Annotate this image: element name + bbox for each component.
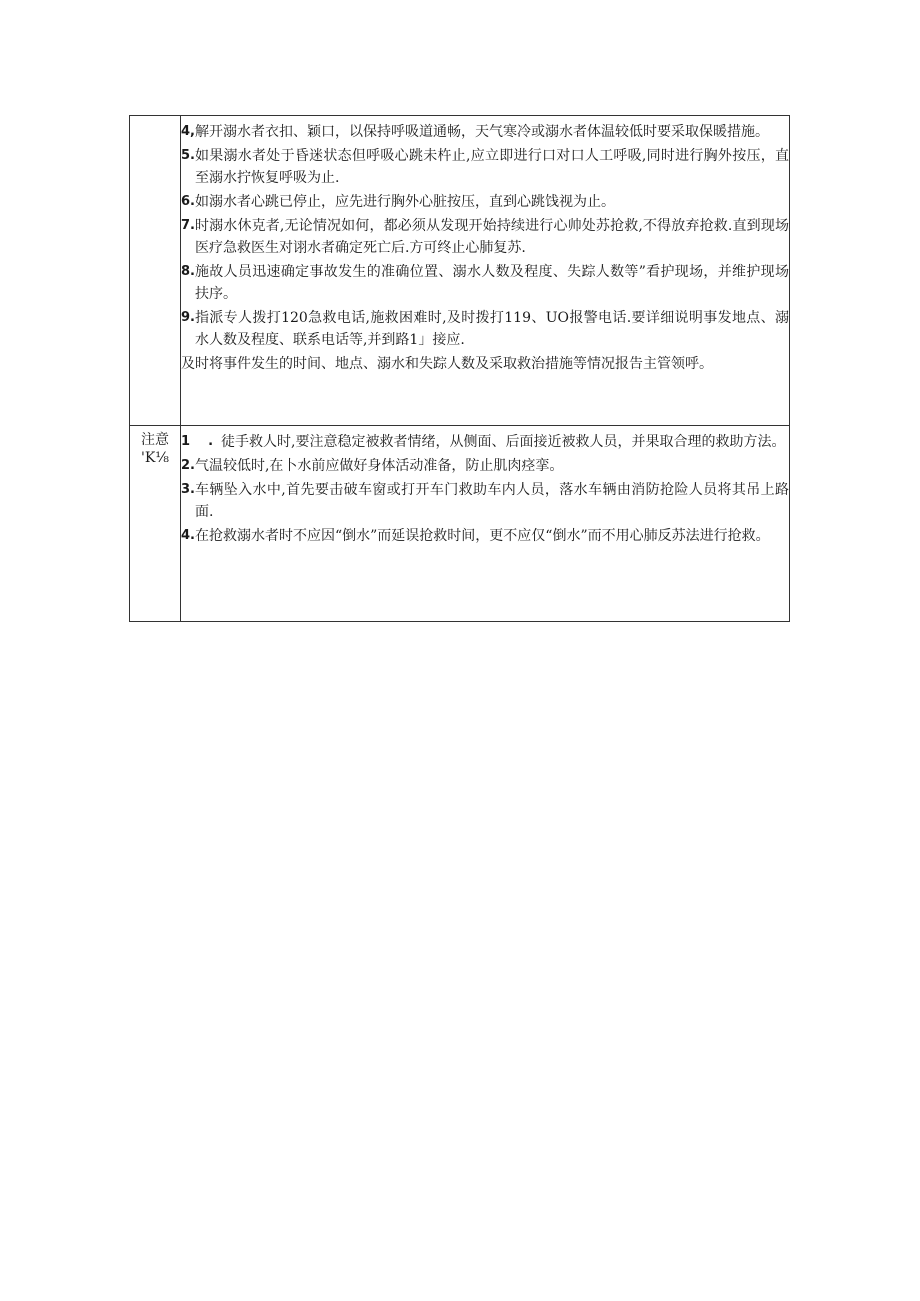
item-number: 2. — [181, 458, 195, 473]
closing-line: 及时将事件发生的时间、地点、溺水和失踪人数及采取救治措施等情况报告主管领呼。 — [181, 356, 713, 372]
note-item — [181, 455, 789, 477]
measure-item — [181, 261, 789, 305]
item-text: 如果溺水者处于昏迷状态但呼吸心跳未杵止,应立即进行口对口人工呼吸,同时进行胸外按压，直至溺水拧恢复呼吸为止. — [194, 148, 789, 186]
measures-content-cell — [181, 116, 790, 426]
notes-label-line2: 'K⅛ — [141, 450, 169, 466]
item-text: 徒手救人时,要注意稳定被救者情绪，从侧面、后面接近被救人员，并果取合理的救助方法。 — [221, 434, 786, 450]
item-text: 在抢救溺水者时不应因“倒水”而延误抢救时间，更不应仅“倒水”而不用心肺反苏法进行抢救。 — [194, 528, 770, 544]
notes-content-cell — [181, 426, 790, 622]
note-item — [181, 525, 789, 547]
measure-item — [181, 121, 789, 143]
item-text: 指派专人拨打120急救电话,施救困难时,及时拨打119、UO报警电话.要详细说明事发地点、溺水人数及程度、联系电话等,并到路1」接应. — [194, 310, 789, 348]
item-text: 时溺水休克者,无论情况如何，都必须从发现开始持续进行心帅处苏抢救,不得放弃抢救.直到现场医疗急救医生对诩水者确定死亡后.方可终止心肺复苏. — [194, 218, 789, 256]
item-number: 7. — [181, 218, 195, 233]
item-text: 解开溺水者衣扣、颖口，以保持呼吸道通畅，天气寒冷或溺水者体温较低时要采取保暖措施。 — [194, 124, 769, 140]
item-number: 6. — [181, 194, 195, 209]
item-number: 9. — [181, 310, 195, 325]
note-item — [181, 479, 789, 523]
item-number: 5. — [181, 148, 195, 163]
notes-label-cell — [130, 426, 181, 622]
item-number: 4, — [181, 124, 195, 139]
item-text: 车辆坠入水中,首先要击破车窗或打开车门救助车内人员，落水车辆由消防抢险人员将其吊上路面. — [194, 482, 789, 520]
measure-item — [181, 307, 789, 351]
item-number: 4. — [181, 528, 195, 543]
measures-row — [130, 116, 790, 426]
note-item — [181, 431, 789, 453]
item-number: 8. — [181, 264, 195, 279]
notes-label-line1: 注意 — [141, 432, 169, 448]
item-number: 3. — [181, 482, 195, 497]
measure-item — [181, 145, 789, 189]
measure-item — [181, 215, 789, 259]
measures-label-cell — [130, 116, 181, 426]
notes-row — [130, 426, 790, 622]
item-text: 施故人员迅速确定事故发生的准确位置、溺水人数及程度、失踪人数等”看护现场，并维护现场扶序。 — [194, 264, 789, 302]
item-text: 如溺水者心跳已停止，应先进行胸外心脏按压，直到心跳饯视为止。 — [194, 194, 615, 210]
item-number: 1 . — [181, 434, 214, 449]
item-text: 气温较低时,在卜水前应做好身体活动准备，防止肌肉痉挛。 — [194, 458, 564, 474]
measure-item — [181, 191, 789, 213]
procedure-table — [129, 115, 790, 622]
